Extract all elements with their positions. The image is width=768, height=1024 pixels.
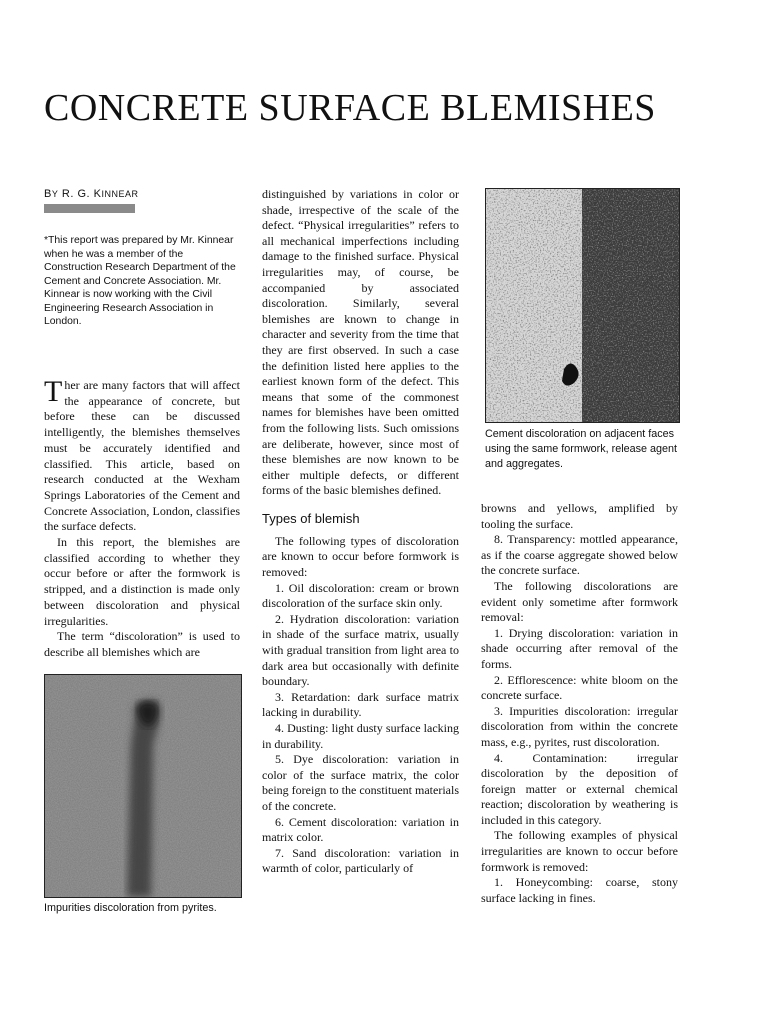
list-item: 2. Efflorescence: white bloom on the concrete surface. [481,672,678,703]
byline-y: Y [51,189,59,199]
pyrites-stain-image [45,675,241,897]
column-2 [262,187,459,877]
list-item: 3. Retardation: dark surface matrix lacking in durability. [262,689,459,720]
byline-b: B [44,188,52,200]
list-item: 5. Dye discoloration: variation in color of the surface matrix, the color being foreign to the constituent materials of the concrete. [262,752,459,813]
byline-innear: INNEAR [101,189,139,199]
photo-cement-discoloration [485,188,680,423]
list-item: 7. Sand discoloration: variation in warmth of color, particularly of [262,845,459,876]
intro-paragraph [44,375,240,535]
byline [44,188,139,200]
list-item: 1. Drying discoloration: variation in shade occurring after removal of the forms. [481,625,678,671]
paragraph: The term “discoloration” is used to describe all blemishes which are [44,629,240,659]
photo-caption: Cement discoloration on adjacent faces using the same formwork, release agent and aggregates. [485,428,678,470]
byline-rg: R. G. K [61,188,102,200]
list-item: 3. Impurities discoloration: irregular discoloration from within the concrete mass, e.g., pyrites, rust discoloration. [481,703,678,749]
list-item: 1. Oil discoloration: cream or brown discoloration of the surface skin only. [262,580,459,611]
list-item: 2. Hydration discoloration: variation in shade of the surface matrix, usually with gradual transition from light area to dark area but occasionally with definite boundary. [262,611,459,689]
paragraph: The following types of discoloration are known to occur before formwork is removed: [262,533,459,580]
intro-text: her are many factors that will affect the appearance of concrete, but before these can be discussed intelligently, the blemishes themselves must be accurately identified and classified. This article, based on research conducted at the Wexham Springs Laboratories of the Cement and Concrete Association, London, classifies the surface defects. [44,378,240,534]
paragraph: browns and yellows, amplified by tooling the surface. [481,501,678,531]
photo-pyrites [44,674,242,898]
column-3 [481,501,678,906]
column-1 [44,375,240,661]
list-item: 4. Dusting: light dusty surface lacking in durability. [262,721,459,751]
paragraph: The following examples of physical irregularities are known to occur before formwork is removed: [481,828,678,874]
list-item: 4. Contamination: irregular discoloration by the deposition of foreign matter or external chemical reaction; discoloration by weathering is included in this category. [481,750,678,827]
paragraph: In this report, the blemishes are classified according to whether they occur before or after the formwork is stripped, and a distinction is made only between discoloration and physical irregularities. [44,535,240,628]
paragraph: distinguished by variations in color or shade, irrespective of the scale of the defect. “Physical irregularities” refers to all mechanical imperfections including damage to the finished surface. Physical irregularities may, of course, be accompanied by associated discoloration. Similarly, several blemishes are known to change in character and severity from the time that they are first observed. In such a case the definition listed here applies to the earliest known form of the defect. This means that some of the commonest names for blemishes have been omitted from the following lists. Such omissions are deliberate, however, since most of these blemishes are now known to be either multiple defects, or different forms of the basic blemishes defined. [262,187,459,498]
adjacent-faces-image [486,189,679,422]
section-heading: Types of blemish [262,510,360,526]
list-item: 8. Transparency: mottled appearance, as if the coarse aggregate showed below the concrete surface. [481,532,678,578]
list-item: 6. Cement discoloration: variation in matrix color. [262,814,459,845]
byline-rule [44,204,135,213]
author-footnote: *This report was prepared by Mr. Kinnear when he was a member of the Construction Research Department of the Cement and Concrete Association. Mr. Kinnear is now working with the Civil Engineering Research Association in London. [44,235,236,327]
list-item: 1. Honeycombing: coarse, stony surface lacking in fines. [481,875,678,905]
photo-caption: Impurities discoloration from pyrites. [44,902,217,914]
drop-cap: T [44,375,63,408]
article-title: CONCRETE SURFACE BLEMISHES [44,87,656,129]
paragraph: The following discolorations are evident only sometime after formwork removal: [481,578,678,625]
